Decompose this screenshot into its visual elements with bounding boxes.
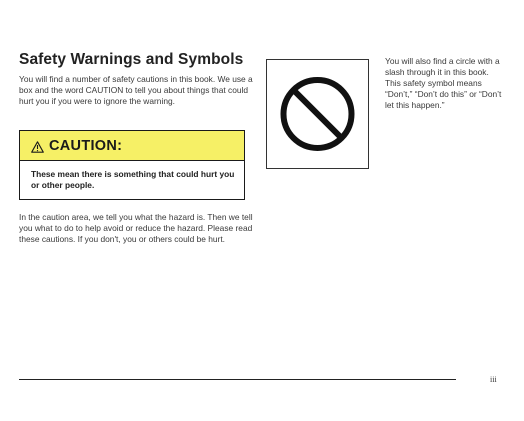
body-paragraph: In the caution area, we tell you what the hazard is. Then we tell you what to do to help avoid or reduce the hazard. Please read these cautions. If you don't, you or others could be hurt. <box>19 212 253 244</box>
page-number: iii <box>490 375 497 384</box>
symbol-frame <box>266 59 369 169</box>
prohibition-circle-icon <box>267 60 368 168</box>
symbol-description: You will also find a circle with a slash through it in this book. This safety symbol means “Don’t,” “Don’t do this” or “Don’t let this happen.” <box>385 56 502 110</box>
caution-box <box>19 130 245 200</box>
page-title: Safety Warnings and Symbols <box>19 51 244 68</box>
footer-rule <box>19 379 456 380</box>
caution-banner <box>20 131 244 161</box>
caution-label: CAUTION: <box>49 137 123 154</box>
caution-text: These mean there is something that could hurt you or other people. <box>31 169 235 191</box>
intro-paragraph: You will find a number of safety cautions in this book. We use a box and the word CAUTION to tell you about things that could hurt you if you were to ignore the warning. <box>19 74 253 106</box>
warning-triangle-icon <box>31 140 44 152</box>
